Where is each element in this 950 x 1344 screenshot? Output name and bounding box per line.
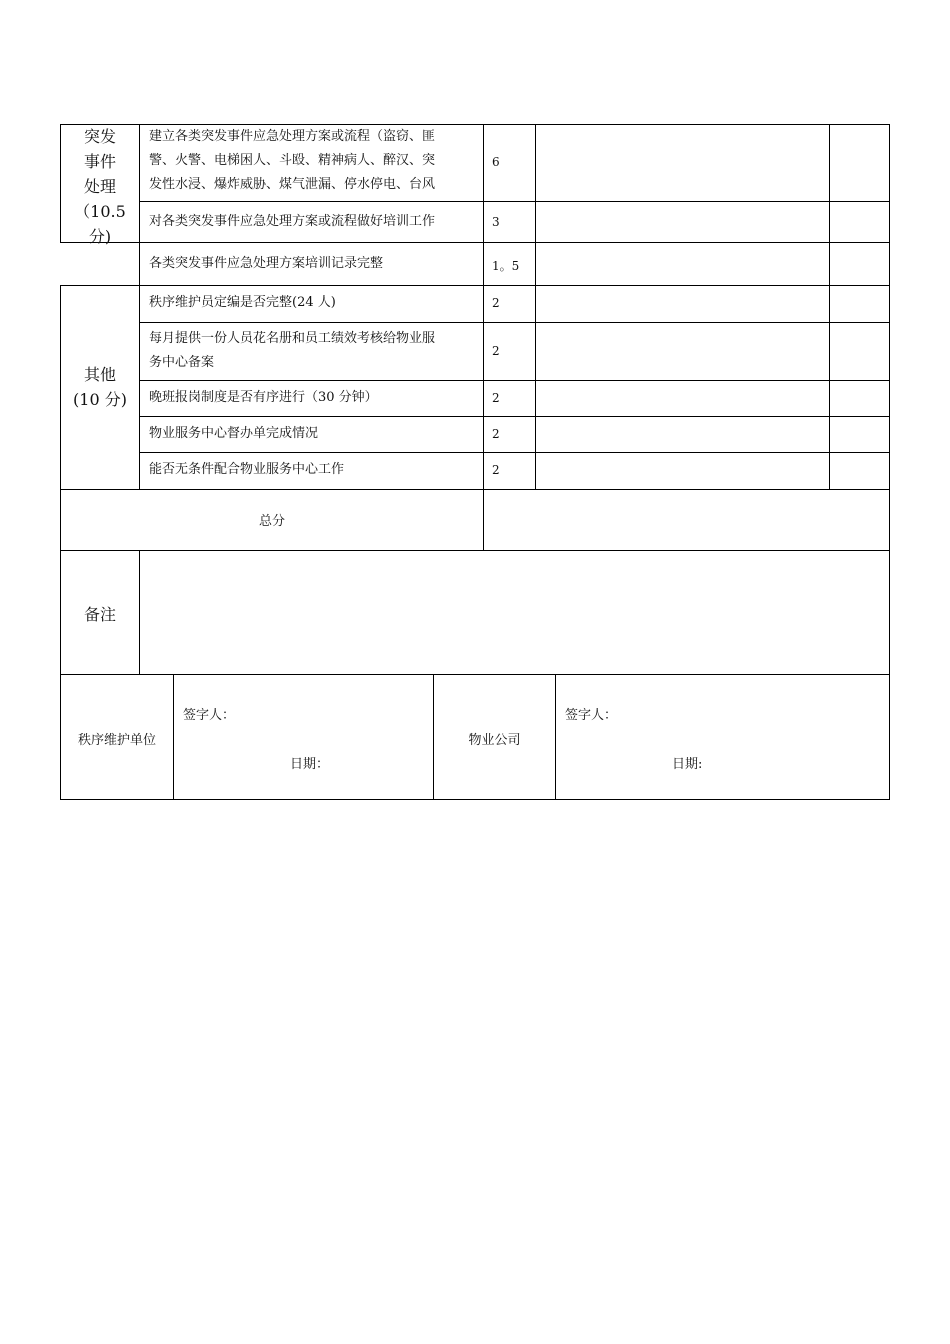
left-signer-label: 签字人： <box>183 708 236 723</box>
other-item-1-text: 秩序维护员定编是否完整(24 人) <box>149 295 336 310</box>
other-category <box>61 362 139 412</box>
right-signer-label: 签字人： <box>565 708 618 723</box>
emergency-category-line: 事件 <box>83 152 116 171</box>
emergency-category-line: （10.5 <box>74 202 126 221</box>
left-date-label: 日期： <box>290 757 330 772</box>
other-item-5-text: 能否无条件配合物业服务中心工作 <box>149 462 345 477</box>
item-text-line: 发性水浸、爆炸威胁、煤气泄漏、停水停电、台风 <box>149 177 436 192</box>
emergency-category-line: 分) <box>88 227 112 246</box>
remarks-label: 备注 <box>83 605 116 624</box>
emergency-item-3-score: 1。5 <box>492 259 520 273</box>
emergency-category <box>61 124 139 249</box>
other-item-2-text <box>149 327 435 375</box>
other-item-1-score: 2 <box>492 296 500 310</box>
item-text-line: 建立各类突发事件应急处理方案或流程（盗窃、匪 <box>149 129 436 144</box>
total-score-cell[interactable] <box>484 490 889 550</box>
left-unit-label: 秩序维护单位 <box>77 733 156 748</box>
remarks-field[interactable] <box>140 551 889 674</box>
other-item-3-text: 晚班报岗制度是否有序进行（30 分钟） <box>149 390 378 405</box>
other-item-4-score: 2 <box>492 427 500 441</box>
emergency-category-line: 突发 <box>83 127 116 146</box>
item-text-line: 务中心备案 <box>149 355 215 370</box>
emergency-item-1-text <box>149 125 435 197</box>
total-label: 总分 <box>258 514 285 529</box>
other-item-5-score: 2 <box>492 463 500 477</box>
other-category-line: 其他 <box>83 365 116 384</box>
right-date-label: 日期: <box>672 757 703 772</box>
right-unit-label: 物业公司 <box>468 733 521 748</box>
other-item-2-score: 2 <box>492 344 500 358</box>
other-category-line: (10 分) <box>73 390 127 409</box>
emergency-category-line: 处理 <box>83 177 116 196</box>
emergency-item-1-score: 6 <box>492 155 500 169</box>
item-text-line: 警、火警、电梯困人、斗殴、精神病人、醉汉、突 <box>149 153 436 168</box>
emergency-item-3-text: 各类突发事件应急处理方案培训记录完整 <box>149 256 384 271</box>
other-item-4-text: 物业服务中心督办单完成情况 <box>149 426 319 441</box>
item-text-line: 每月提供一份人员花名册和员工绩效考核给物业服 <box>149 331 436 346</box>
emergency-item-2-score: 3 <box>492 215 500 229</box>
emergency-item-2-text: 对各类突发事件应急处理方案或流程做好培训工作 <box>149 214 436 229</box>
other-item-3-score: 2 <box>492 391 500 405</box>
